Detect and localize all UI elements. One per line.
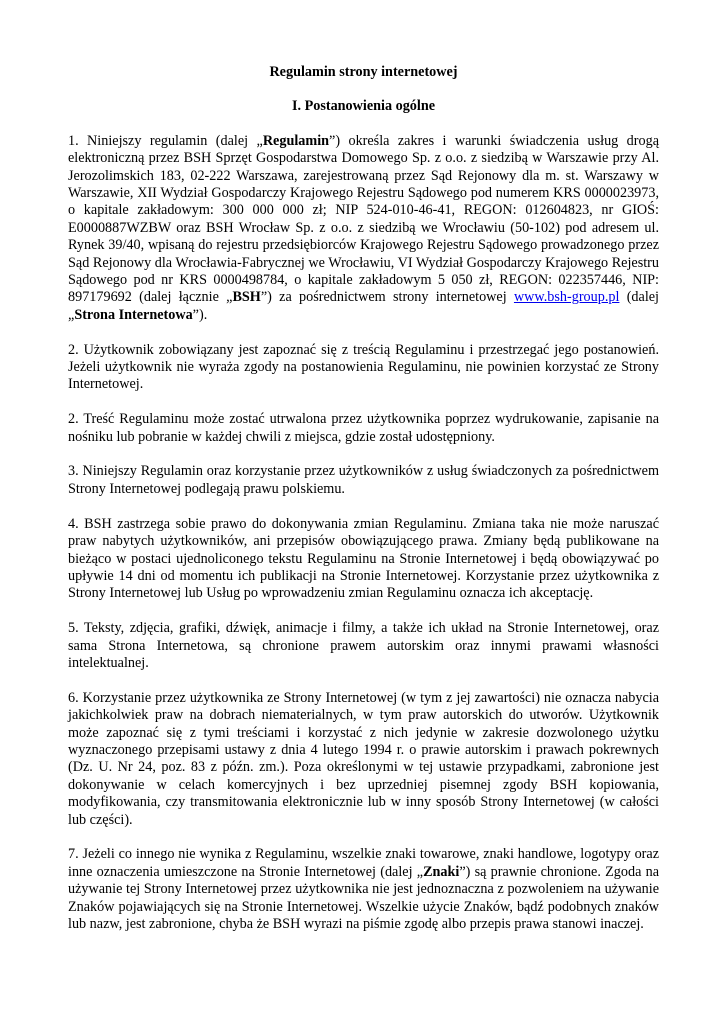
- section-heading: I. Postanowienia ogólne: [291, 98, 436, 115]
- paragraph-2: 2. Użytkownik zobowiązany jest zapoznać się z treścią Regulaminu i przestrzegać jego postanowień. Jeżeli użytkownik nie wyraża zgody na postanowienia Regulaminu, nie powinien korzystać ze Strony Internetowej.: [68, 341, 659, 393]
- term-regulamin: Regulamin: [262, 132, 330, 149]
- term-znaki: Znaki: [423, 863, 460, 880]
- term-strona-internetowa: Strona Internetowa: [74, 306, 193, 323]
- website-link[interactable]: www.bsh-group.pl: [513, 289, 620, 306]
- paragraph-1-text-c: ”) za pośrednictwem strony internetowej: [260, 289, 514, 306]
- paragraph-5: 4. BSH zastrzega sobie prawo do dokonywania zmian Regulaminu. Zmiana taka nie może naruszać praw nabytych użytkowników, ani przepisów obowiązującego prawa. Zmiany będą publikowane na bieżąco w postaci ujednoliconego tekstu Regulaminu na Stronie Internetowej i będą obowiązywać po upływie 14 dni od momentu ich publikacji na Stronie Internetowej. Korzystanie przez użytkownika z Strony Internetowej lub Usług po wprowadzeniu zmian Regulaminu oznacza ich akceptację.: [68, 515, 659, 602]
- paragraph-4: 3. Niniejszy Regulamin oraz korzystanie przez użytkowników z usług świadczonych za pośrednictwem Strony Internetowej podlegają prawu polskiemu.: [68, 463, 659, 497]
- paragraph-6: 5. Teksty, zdjęcia, grafiki, dźwięk, animacje i filmy, a także ich układ na Stronie Internetowej, oraz sama Strona Internetowa, są chronione prawem autorskim oraz innymi prawami własności intelektualnej.: [68, 620, 659, 671]
- paragraph-8: [68, 846, 659, 933]
- paragraph-8-text-b: ”) są prawnie chronione. Zgoda na używanie tej Strony Internetowej przez użytkownika nie jest jednoznaczna z pozwoleniem na używanie Znaków pojawiających się na Stronie Internetowej. Wszelkie użycie Znaków, bądź podobnych znaków lub nazw, jest zabronione, chyba że BSH wyrazi na piśmie zgodę albo przepis prawa stanowi inaczej.: [68, 863, 659, 932]
- paragraph-7: 6. Korzystanie przez użytkownika ze Strony Internetowej (w tym z jej zawartości) nie oznacza nabycia jakichkolwiek praw na dobrach niematerialnych, w tym praw autorskich do utworów. Użytkownik może zapoznać się z tymi treściami i korzystać z nich jedynie w zakresie dozwolonego użytku wyznaczonego przepisami ustawy z dnia 4 lutego 1994 r. o prawie autorskim i prawach pokrewnych (Dz. U. Nr 24, poz. 83 z późn. zm.). Poza określonymi w tej ustawie przypadkami, zabronione jest dokonywanie w celach komercyjnych i bez uprzedniej pisemnej zgody BSH kopiowania, modyfikowania, czy transmitowania elektronicznie lub w inny sposób Strony Internetowej (w całości lub części).: [68, 689, 659, 828]
- paragraph-1-text-d: (dalej „: [68, 289, 660, 323]
- paragraph-8-text-a: 7. Jeżeli co innego nie wynika z Regulaminu, wszelkie znaki towarowe, znaki handlowe, logotypy oraz inne oznaczenia umieszczone na Stronie Internetowej (dalej „: [68, 846, 659, 880]
- term-bsh: BSH: [232, 289, 261, 306]
- paragraph-1-text-b: ”) określa zakres i warunki świadczenia usług drogą elektroniczną przez BSH Sprzęt Gospodarstwa Domowego Sp. z o.o. z siedzibą w Warszawie przy Al. Jerozolimskich 183, 02-222 Warszawa, zarejestrowaną przez Sąd Rejonowy dla m. st. Warszawy w Warszawie, XII Wydział Gospodarczy Krajowego Rejestru Sądowego pod numerem KRS 0000023973, o kapitale zakładowym: 300 000 000 zł; NIP 524-010-46-41, REGON: 012604823, nr GIOŚ: E0000887WZBW oraz BSH Wrocław Sp. z o.o. z siedzibą we Wrocławiu (50-102) pod adresem ul. Rynek 39/40, wpisaną do rejestru przedsiębiorców Krajowego Rejestru Sądowego prowadzonego przez Sąd Rejonowy dla Wrocławia-Fabrycznej we Wrocławiu, VI Wydział Gospodarczy Krajowego Rejestru Sądowego pod nr KRS 0000498784, o kapitale zakładowym 5 050 zł, REGON: 022357446, NIP: 897179692 (dalej łącznie „: [68, 132, 659, 306]
- paragraph-1-text-a: 1. Niniejszy regulamin (dalej „: [68, 132, 263, 149]
- paragraph-1: [68, 133, 659, 324]
- paragraph-1-text-e: ”).: [192, 306, 208, 323]
- document-title: Regulamin strony internetowej: [269, 64, 458, 80]
- paragraph-3: 2. Treść Regulaminu może zostać utrwalona przez użytkownika poprzez wydrukowanie, zapisanie na nośniku lub pobranie w każdej chwili z miejsca, gdzie został udostępniony.: [68, 411, 659, 445]
